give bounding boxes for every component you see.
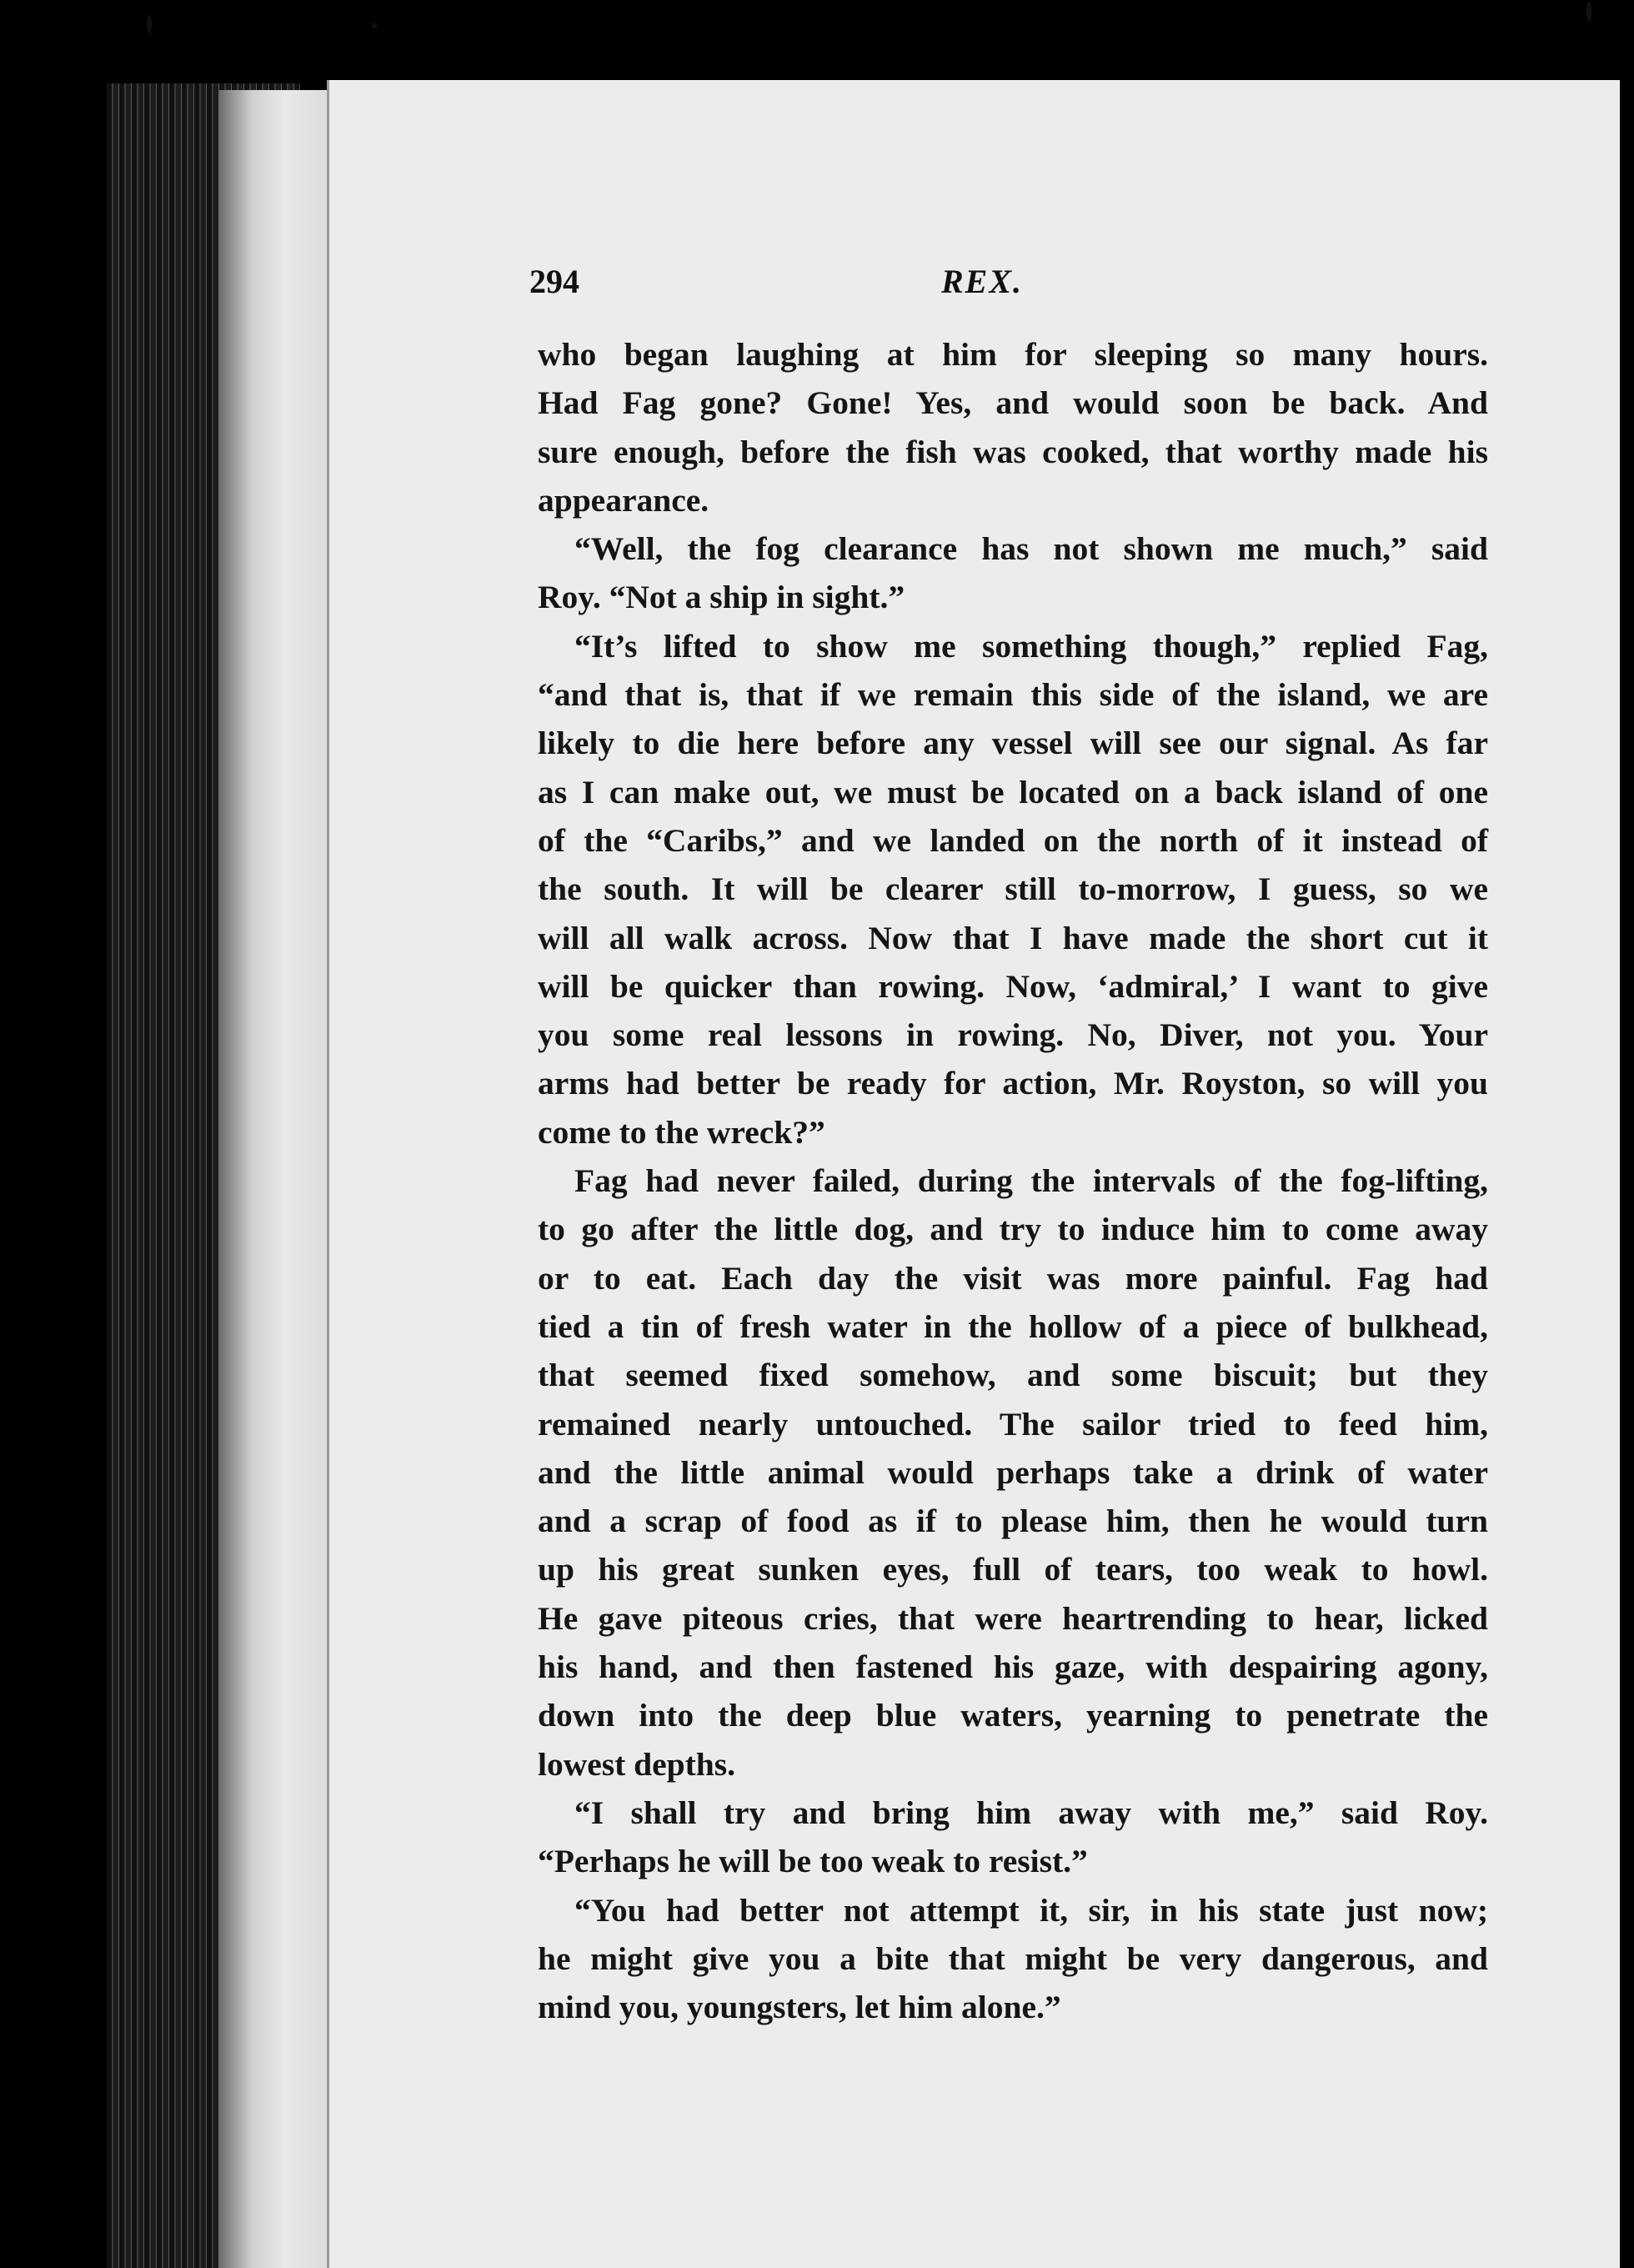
text-line: “I shall try and bring him away with me,” said Roy. bbox=[574, 1794, 1488, 1831]
text-line: or to eat. Each day the visit was more painful. Fag had bbox=[538, 1259, 1488, 1297]
text-line: “Perhaps he will be too weak to resist.” bbox=[538, 1843, 1088, 1880]
page-header bbox=[529, 262, 1435, 312]
text-line: up his great sunken eyes, full of tears, too weak to howl. bbox=[538, 1551, 1488, 1588]
text-line: appearance. bbox=[538, 481, 709, 519]
page-stack-edge bbox=[218, 90, 328, 2268]
text-line: you some real lessons in rowing. No, Diver, not you. Your bbox=[538, 1016, 1488, 1054]
text-line: “It’s lifted to show me something though,” replied Fag, bbox=[574, 627, 1488, 665]
text-line: who began laughing at him for sleeping so many hours. bbox=[538, 336, 1488, 373]
running-title: REX. bbox=[940, 263, 1024, 300]
text-line: will all walk across. Now that I have made the short cut it bbox=[538, 919, 1488, 956]
text-line: and a scrap of food as if to please him, then he would turn bbox=[538, 1503, 1488, 1540]
text-line: he might give you a bite that might be very dangerous, and bbox=[538, 1939, 1488, 1977]
scan-speck bbox=[147, 15, 152, 33]
text-line: He gave piteous cries, that were heartrending to hear, licked bbox=[538, 1599, 1488, 1637]
text-line: the south. It will be clearer still to-morrow, I guess, so we bbox=[538, 871, 1488, 908]
text-line: arms had better be ready for action, Mr. Royston, so will you bbox=[538, 1065, 1488, 1102]
text-line: down into the deep blue waters, yearning to penetrate the bbox=[538, 1697, 1488, 1734]
body-text bbox=[538, 330, 1488, 2031]
text-line: to go after the little dog, and try to induce him to come away bbox=[538, 1211, 1488, 1248]
text-line: “You had better not attempt it, sir, in his state just now; bbox=[574, 1891, 1488, 1929]
page-number: 294 bbox=[529, 263, 579, 300]
text-line: as I can make out, we must be located on a back island of one bbox=[538, 773, 1488, 810]
text-line: Fag had never failed, during the intervals of the fog-lifting, bbox=[574, 1162, 1488, 1200]
text-line: likely to die here before any vessel will see our signal. As far bbox=[538, 725, 1488, 762]
text-line: Roy. “Not a ship in sight.” bbox=[538, 579, 905, 616]
text-line: of the “Caribs,” and we landed on the north of it instead of bbox=[538, 821, 1488, 859]
text-line: lowest depths. bbox=[538, 1745, 736, 1783]
text-line: mind you, youngsters, let him alone.” bbox=[538, 1989, 1061, 2026]
text-line: that seemed fixed somehow, and some biscuit; but they bbox=[538, 1357, 1488, 1394]
scan-speck bbox=[372, 23, 377, 28]
text-line: remained nearly untouched. The sailor tried to feed him, bbox=[538, 1405, 1488, 1443]
text-line: and the little animal would perhaps take a drink of water bbox=[538, 1453, 1488, 1491]
text-line: sure enough, before the fish was cooked, that worthy made his bbox=[538, 433, 1488, 470]
text-line: “Well, the fog clearance has not shown me much,” said bbox=[574, 530, 1488, 568]
text-line: come to the wreck?” bbox=[538, 1113, 825, 1151]
text-line: his hand, and then fastened his gaze, with despairing agony, bbox=[538, 1648, 1488, 1686]
book-page bbox=[327, 80, 1620, 2268]
text-line: “and that is, that if we remain this side of the island, we are bbox=[538, 676, 1488, 714]
text-line: Had Fag gone? Gone! Yes, and would soon be back. And bbox=[538, 384, 1488, 422]
scan-speck bbox=[1586, 2, 1591, 22]
text-line: will be quicker than rowing. Now, ‘admiral,’ I want to give bbox=[538, 967, 1488, 1005]
text-line: tied a tin of fresh water in the hollow of a piece of bulkhead, bbox=[538, 1307, 1488, 1345]
